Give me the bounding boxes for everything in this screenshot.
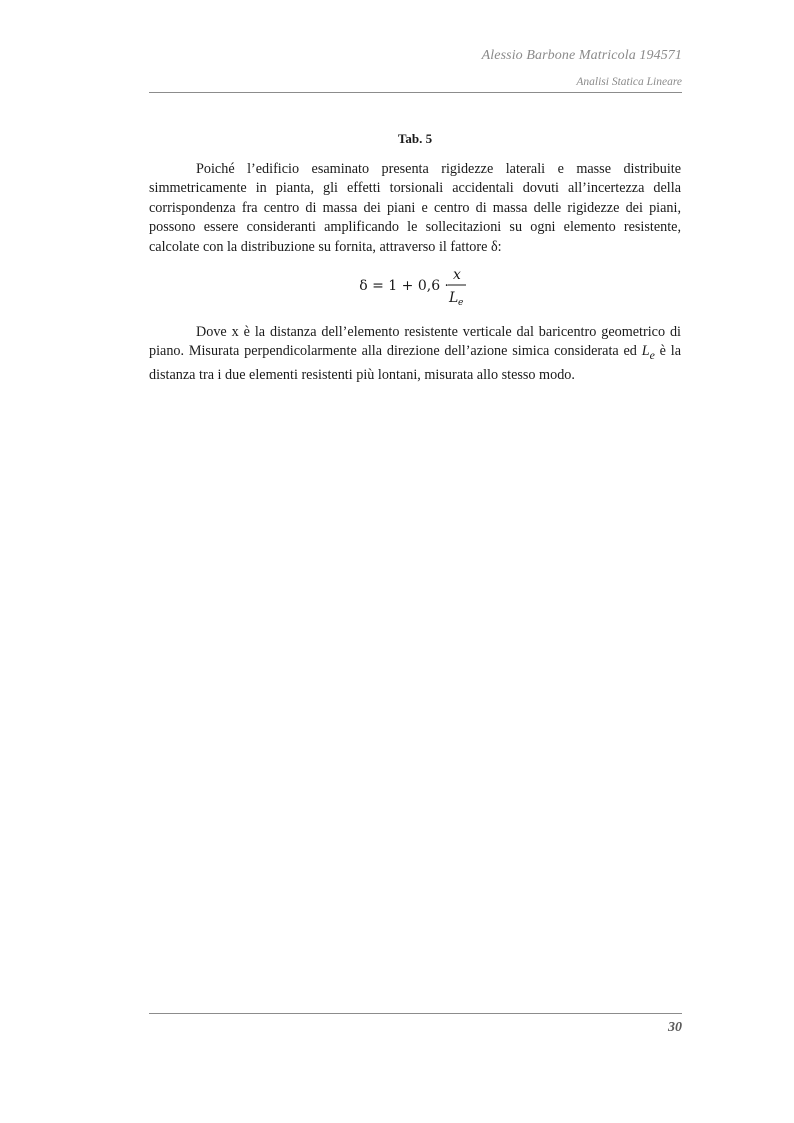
paragraph-definitions xyxy=(149,323,681,386)
formula-numerator: x xyxy=(453,266,461,283)
formula-denominator-subscript: e xyxy=(458,297,464,308)
formula-lhs: δ = 1 + 0,6 · xyxy=(359,277,449,294)
page-footer xyxy=(149,1013,682,1036)
delta-formula xyxy=(149,261,681,313)
formula-denominator: L xyxy=(449,289,459,306)
page-body xyxy=(149,129,681,385)
table-caption: Tab. 5 xyxy=(397,131,433,146)
header-section-title: Analisi Statica Lineare xyxy=(576,76,682,88)
page-header xyxy=(149,46,682,93)
symbol-le xyxy=(641,343,655,362)
paragraph-torsional-effects: Poiché l’edificio esaminato presenta rigidezze laterali e masse distribuite simmetricamente in pianta, gli effetti torsionali accidentali dovuti all’incertezza della corrispondenza fra centro di massa dei piani e centro di massa delle rigidezze dei piani, possono essere consideranti amplificando le sollecitazioni su ogni elemento resistente, calcolate con la distribuzione su fornita, attraverso il fattore δ: xyxy=(149,160,681,255)
footer-rule xyxy=(149,1013,682,1014)
header-author: Alessio Barbone Matricola 194571 xyxy=(481,48,682,63)
definitions-text-a: Dove x è la distanza dell’elemento resistente verticale dal baricentro geometrico di piano. Misurata perpendicolarmente alla direzione dell’azione simica considerata ed xyxy=(149,323,681,360)
formula-graphic xyxy=(149,261,681,313)
symbol-le-base: L xyxy=(641,343,650,360)
header-rule xyxy=(149,92,682,93)
symbol-le-subscript: e xyxy=(649,347,655,362)
page-number: 30 xyxy=(668,1020,682,1035)
definitions-text-b: è la distanza tra i due elementi resistenti più lontani, misurata allo stesso modo. xyxy=(149,343,681,383)
header-gap xyxy=(149,66,682,74)
